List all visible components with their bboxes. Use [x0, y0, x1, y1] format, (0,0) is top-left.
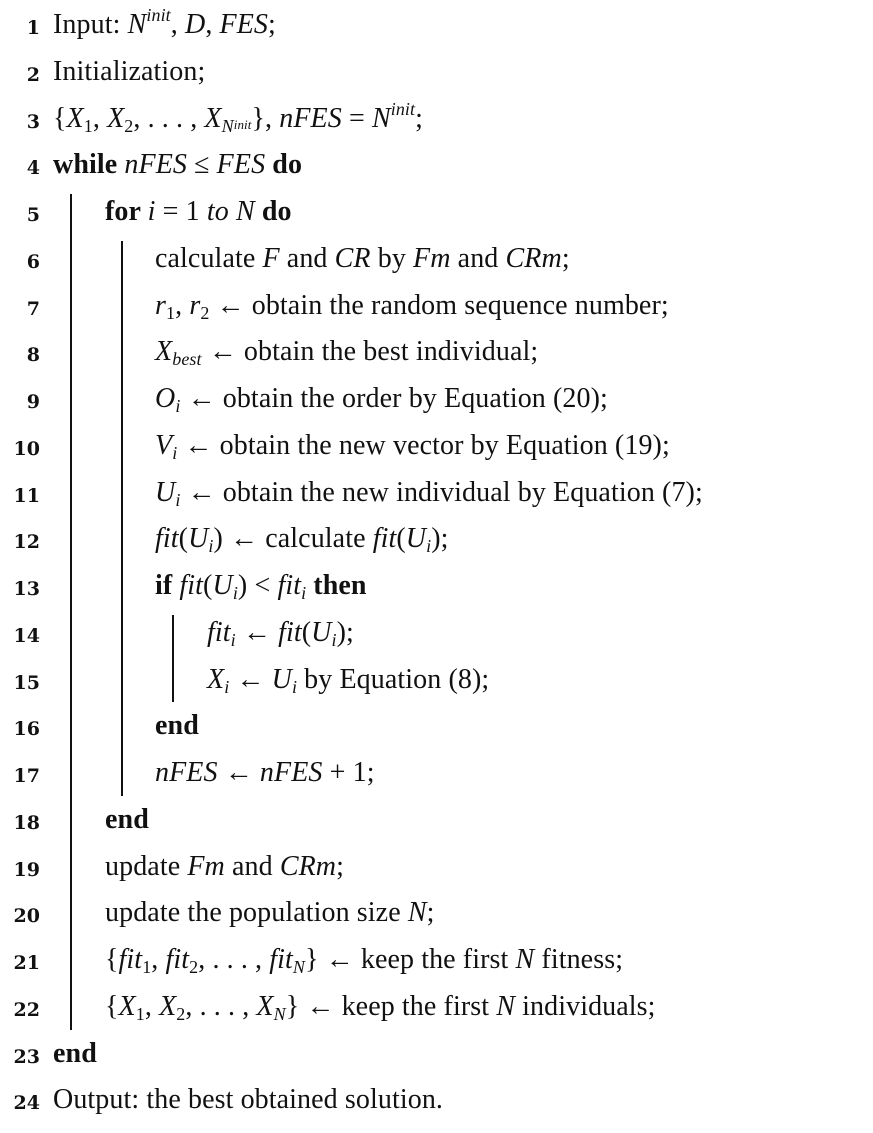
text-fragment: );	[336, 616, 354, 648]
text-fragment: ,	[92, 102, 108, 134]
text-fragment: X	[204, 102, 222, 134]
while-block-rule	[70, 194, 72, 1030]
line-text	[155, 336, 538, 368]
text-fragment: nFES	[279, 102, 342, 134]
line-text	[105, 991, 656, 1023]
text-fragment: U	[311, 616, 332, 648]
text-fragment: fitness;	[534, 944, 624, 975]
text-fragment: X	[118, 990, 136, 1022]
algorithm-line	[0, 379, 873, 425]
text-fragment: r	[155, 289, 166, 321]
text-fragment: ←	[217, 757, 260, 788]
text-fragment: update	[105, 850, 188, 882]
text-fragment: U	[188, 523, 209, 555]
text-fragment: N	[407, 897, 427, 929]
text-fragment: 1	[135, 1003, 145, 1024]
text-fragment: N	[235, 196, 255, 227]
text-fragment: fit	[278, 616, 302, 648]
text-fragment: N	[221, 115, 234, 136]
algorithm-line	[0, 847, 873, 893]
text-fragment: X	[159, 990, 177, 1022]
text-fragment: U	[405, 523, 427, 555]
text-fragment: i	[172, 442, 178, 463]
text-fragment: ;	[336, 850, 345, 882]
line-text	[105, 804, 149, 836]
text-fragment: V	[155, 429, 173, 461]
text-fragment: X	[256, 990, 274, 1022]
line-number: 1	[26, 17, 40, 39]
text-fragment: fit	[165, 944, 190, 975]
text-fragment: nFES	[259, 757, 323, 788]
text-fragment: nFES	[124, 149, 187, 181]
text-fragment: FES	[219, 9, 269, 40]
text-fragment: N	[496, 990, 516, 1022]
text-fragment: 2	[124, 115, 134, 136]
text-fragment: 2	[176, 1003, 186, 1024]
text-fragment: N	[292, 957, 305, 977]
text-fragment: =	[341, 102, 372, 134]
line-number: 19	[13, 858, 40, 881]
text-fragment: , . . . ,	[133, 102, 205, 134]
text-fragment: best	[172, 349, 202, 370]
text-fragment: } ← keep the first	[285, 990, 497, 1022]
text-fragment: individuals;	[515, 990, 656, 1022]
line-number: 10	[13, 437, 40, 460]
text-fragment: {	[105, 990, 119, 1022]
line-number: 15	[13, 671, 40, 694]
text-fragment: Fm	[187, 850, 225, 882]
text-fragment: while	[53, 149, 125, 181]
text-fragment: fit	[207, 616, 231, 648]
text-fragment	[229, 196, 236, 227]
line-text	[207, 664, 489, 696]
text-fragment: N	[273, 1003, 286, 1024]
line-number: 16	[13, 718, 40, 741]
text-fragment: = 1	[155, 196, 207, 227]
algorithm-line	[0, 800, 873, 846]
text-fragment: ;	[561, 242, 570, 274]
line-text	[155, 243, 570, 275]
line-number: 8	[26, 344, 40, 367]
text-fragment: ← obtain the best individual;	[201, 336, 539, 368]
text-fragment: fit	[277, 570, 302, 601]
algorithm-line	[0, 145, 873, 191]
text-fragment: and	[279, 242, 335, 274]
text-fragment: i	[224, 676, 230, 697]
text-fragment: ,	[144, 990, 160, 1022]
text-fragment: (	[178, 523, 189, 555]
text-fragment: do	[254, 196, 292, 227]
text-fragment: i	[208, 536, 214, 557]
algorithm-line	[0, 1080, 873, 1126]
algorithm-line	[0, 99, 873, 145]
text-fragment: 2	[189, 957, 199, 977]
text-fragment: r	[189, 289, 201, 321]
text-fragment: U	[155, 476, 176, 508]
text-fragment: (	[396, 523, 406, 555]
text-fragment: X	[155, 336, 173, 368]
algorithm-line	[0, 987, 873, 1033]
line-number: 21	[13, 952, 40, 974]
algorithm-line	[0, 660, 873, 706]
text-fragment: (	[203, 570, 213, 601]
text-fragment: and	[224, 850, 280, 882]
algorithm-line	[0, 286, 873, 332]
text-fragment: {	[105, 944, 119, 975]
text-fragment: 1	[83, 115, 93, 136]
algorithm-line	[0, 5, 873, 51]
text-fragment: nFES	[155, 757, 218, 788]
line-text	[155, 710, 199, 742]
line-number: 12	[13, 531, 40, 554]
text-fragment: 2	[200, 302, 210, 323]
line-text	[53, 1084, 443, 1116]
text-fragment: X	[107, 102, 125, 134]
text-fragment: },	[251, 102, 280, 134]
text-fragment: ← obtain the random sequence number;	[209, 289, 669, 321]
line-text	[155, 523, 449, 555]
line-number: 17	[13, 765, 40, 787]
text-fragment: {	[53, 102, 67, 134]
algorithm-line	[0, 613, 873, 659]
text-fragment: ,	[170, 9, 185, 40]
text-fragment: i	[175, 396, 181, 416]
algorithm-line	[0, 566, 873, 612]
text-fragment: i	[301, 583, 307, 603]
text-fragment: i	[230, 629, 236, 650]
text-fragment: FES	[216, 149, 266, 181]
text-fragment: X	[66, 102, 84, 134]
line-number: 11	[13, 484, 40, 507]
text-fragment: , . . . ,	[198, 944, 270, 975]
text-fragment: i	[331, 629, 337, 650]
text-fragment: if	[155, 570, 180, 601]
algorithm-line	[0, 239, 873, 285]
line-text	[155, 383, 608, 415]
text-fragment: init	[146, 5, 171, 25]
text-fragment: i	[175, 489, 181, 510]
text-fragment: O	[155, 383, 176, 414]
algorithm-line	[0, 426, 873, 472]
line-text	[53, 98, 424, 136]
text-fragment: init	[390, 98, 416, 119]
text-fragment: ←	[235, 616, 279, 648]
text-fragment: end	[155, 710, 199, 742]
text-fragment: i	[147, 196, 156, 227]
text-fragment: Input:	[53, 9, 128, 40]
text-fragment: calculate	[155, 242, 263, 274]
text-fragment: fit	[155, 523, 179, 555]
text-fragment: then	[306, 570, 367, 601]
line-text	[155, 477, 703, 509]
text-fragment: i	[232, 583, 238, 603]
line-text	[105, 944, 623, 976]
text-fragment: fit	[179, 570, 204, 601]
line-text	[155, 430, 670, 462]
algorithm-line	[0, 940, 873, 986]
text-fragment: );	[431, 523, 449, 555]
text-fragment: fit	[269, 944, 293, 975]
line-text	[207, 617, 354, 649]
text-fragment: for	[105, 196, 148, 227]
line-number: 3	[26, 110, 40, 133]
text-fragment: ,	[151, 944, 166, 975]
text-fragment: CRm	[505, 242, 562, 274]
text-fragment: i	[426, 536, 432, 557]
line-text	[105, 851, 344, 883]
text-fragment: ) ← calculate	[213, 523, 373, 555]
text-fragment: ≤	[187, 149, 217, 181]
text-fragment: ← obtain the new individual by Equation (7);	[180, 476, 703, 508]
line-number: 18	[13, 811, 40, 834]
text-fragment: ) <	[237, 570, 278, 601]
text-fragment: do	[265, 149, 303, 181]
text-fragment: CR	[334, 242, 371, 274]
text-fragment: fit	[372, 523, 397, 555]
line-text	[155, 290, 669, 322]
algorithm-line	[0, 519, 873, 565]
line-number: 5	[26, 204, 40, 226]
algorithm-line	[0, 893, 873, 939]
text-fragment: N	[127, 9, 147, 40]
text-fragment: + 1;	[322, 757, 375, 788]
text-fragment: U	[212, 570, 233, 601]
text-fragment: ,	[175, 289, 190, 321]
text-fragment: ← obtain the order by Equation (20);	[180, 383, 608, 414]
line-text	[53, 1038, 97, 1070]
text-fragment: update the population size	[105, 897, 408, 929]
algorithm-line	[0, 1034, 873, 1080]
line-number: 6	[26, 250, 40, 273]
text-fragment: by Equation (8);	[297, 663, 490, 695]
algorithm-line	[0, 192, 873, 238]
algorithm-line	[0, 753, 873, 799]
text-fragment: U	[271, 663, 292, 695]
text-fragment: ;	[268, 9, 276, 40]
text-fragment: (	[301, 616, 312, 648]
line-number: 24	[13, 1092, 40, 1115]
text-fragment: fit	[118, 944, 143, 975]
text-fragment: init	[233, 116, 252, 132]
line-number: 9	[26, 391, 40, 413]
algorithm-line	[0, 473, 873, 519]
line-number: 22	[13, 998, 40, 1021]
line-text	[53, 56, 205, 88]
text-fragment: 1	[166, 302, 176, 323]
text-fragment: ← obtain the new vector by Equation (19);	[177, 429, 670, 461]
text-fragment: CRm	[279, 850, 337, 882]
text-fragment: to	[206, 196, 229, 227]
line-text	[155, 570, 367, 602]
text-fragment: D	[184, 9, 206, 40]
text-fragment: i	[291, 676, 298, 697]
text-fragment: , . . . ,	[185, 990, 257, 1022]
text-fragment: Fm	[413, 242, 451, 274]
line-text	[155, 757, 375, 789]
if-block-rule	[172, 615, 174, 703]
algorithm-line	[0, 332, 873, 378]
line-number: 7	[26, 297, 40, 320]
line-number: 20	[13, 905, 40, 928]
text-fragment: ;	[415, 102, 424, 134]
line-number: 13	[13, 578, 40, 600]
algorithm-line	[0, 52, 873, 98]
for-block-rule	[121, 241, 123, 796]
text-fragment: Initialization;	[53, 55, 206, 87]
line-text	[53, 149, 302, 181]
text-fragment: by	[370, 242, 414, 274]
text-fragment: } ← keep the first	[305, 944, 516, 975]
text-fragment: 1	[142, 957, 152, 977]
line-text	[105, 897, 435, 929]
text-fragment: X	[207, 663, 225, 695]
text-fragment: ,	[205, 9, 220, 40]
line-text	[105, 196, 292, 228]
text-fragment: end	[53, 1037, 97, 1069]
line-text	[53, 5, 276, 41]
text-fragment: N	[371, 102, 391, 134]
text-fragment: and	[450, 242, 506, 274]
text-fragment: N	[515, 944, 535, 975]
text-fragment: ←	[229, 663, 272, 695]
text-fragment: end	[105, 803, 149, 835]
line-number: 4	[26, 157, 40, 180]
text-fragment: F	[262, 242, 280, 274]
line-number: 23	[13, 1045, 40, 1068]
text-fragment: ;	[426, 897, 435, 929]
line-number: 2	[26, 63, 40, 86]
line-number: 14	[13, 624, 40, 647]
algorithm-line	[0, 706, 873, 752]
text-fragment: Output: the best obtained solution.	[53, 1084, 444, 1116]
